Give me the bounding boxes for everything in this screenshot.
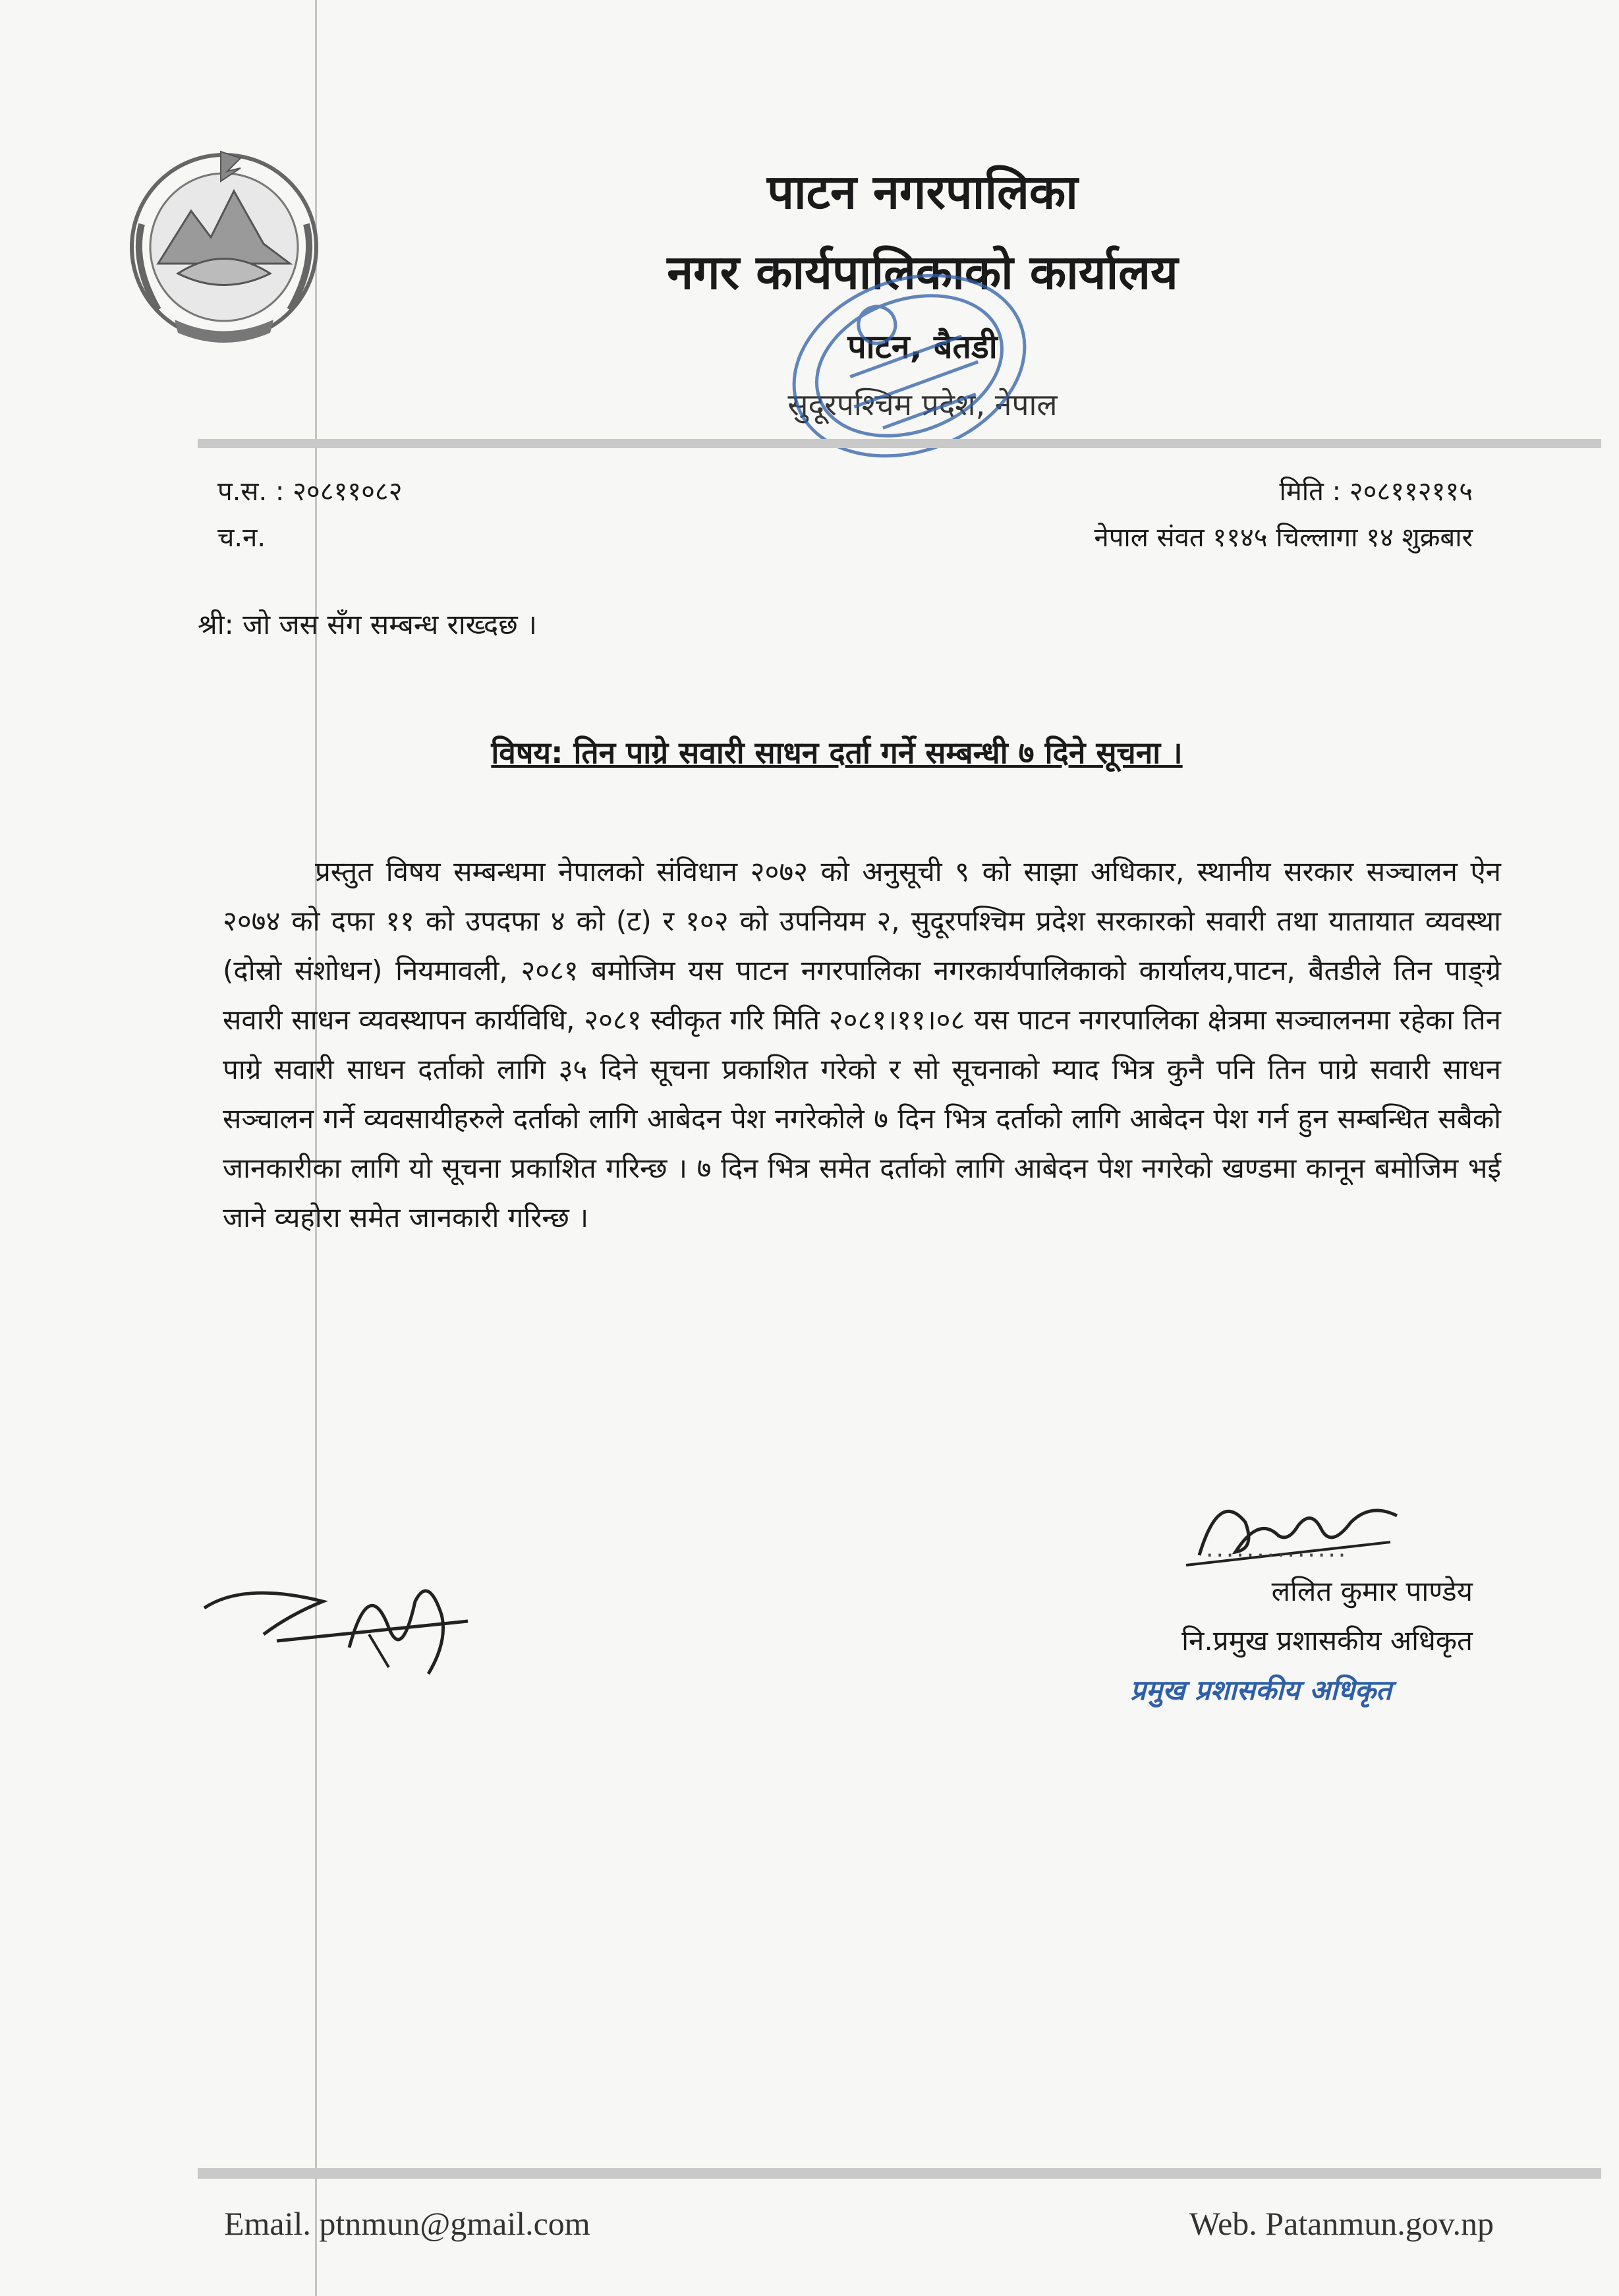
addressee: श्री: जो जस सँग सम्बन्ध राख्दछ । [198, 608, 537, 641]
signatory-name: ललित कुमार पाण्डेय [1271, 1575, 1473, 1607]
org-name: पाटन नगरपालिका [767, 164, 1078, 219]
signature-dots: .............. [1206, 1535, 1349, 1563]
designation-stamp: प्रमुख प्रशासकीय अधिकृत [1130, 1674, 1392, 1706]
office-name: नगर कार्यपालिकाको कार्यालय [667, 244, 1178, 300]
header-rule [198, 439, 1601, 448]
subject-line: विषय: तिन पाग्रे सवारी साधन दर्ता गर्ने सम्बन्धी ७ दिने सूचना । [491, 735, 1183, 770]
nepal-emblem-icon [112, 132, 336, 356]
footer-rule [198, 2168, 1601, 2179]
second-signature-icon [191, 1562, 501, 1687]
signatory-designation: नि.प्रमुख प्रशासकीय अधिकृत [1181, 1624, 1473, 1657]
notice-body: प्रस्तुत विषय सम्बन्धमा नेपालको संविधान २०७२ को अनुसूची ९ को साझा अधिकार, स्थानीय सरकार सञ्चालन ऐन २०७४ को दफा ११ को उपदफा ४ को (ट) र १०२ को उपनियम २, सुदूरपश्चिम प्रदेश सरकारको सवारी तथा यातायात व्यवस्था (दोस्रो संशोधन) नियमावली, २०८१ बमोजिम यस पाटन नगरपालिका नगरकार्यपालिकाको कार्यालय,पाटन, बैतडीले तिन पाङ्ग्रे सवारी साधन व्यवस्थापन कार्यविधि, २०८१ स्वीकृत गरि मिति २०८१।११।०८ यस पाटन नगरपालिका क्षेत्रमा सञ्चालनमा रहेका तिन पाग्रे सवारी साधन दर्ताको लागि ३५ दिने सूचना प्रकाशित गरेको र सो सूचनाको म्याद भित्र कुनै पनि तिन पाग्रे सवारी साधन सञ्चालन गर्ने व्यवसायीहरुले दर्ताको लागि आबेदन पेश नगरेकोले ७ दिन भित्र दर्ताको लागि आबेदन पेश गर्न हुन सम्बन्धित सबैको जानकारीका लागि यो सूचना प्रकाशित गरिन्छ । ७ दिन भित्र समेत दर्ताको लागि आबेदन पेश नगरेको खण्डमा कानून बमोजिम भई जाने व्यहोरा समेत जानकारी गरिन्छ । [223, 855, 1501, 1234]
office-province: सुदूरपश्चिम प्रदेश, नेपाल [787, 387, 1058, 422]
nepal-sambat-date: नेपाल संवत ११४५ चिल्लागा १४ शुक्रबार [1094, 523, 1473, 553]
dispatch-number: च.न. [217, 523, 266, 553]
footer-email: Email. ptnmun@gmail.com [224, 2205, 590, 2242]
letter-date: मिति : २०८११२११५ [1279, 476, 1473, 507]
footer-website: Web. Patanmun.gov.np [1189, 2205, 1494, 2242]
reference-number: प.स. : २०८११०८२ [217, 476, 403, 507]
office-location: पाटन, बैतडी [847, 328, 998, 366]
